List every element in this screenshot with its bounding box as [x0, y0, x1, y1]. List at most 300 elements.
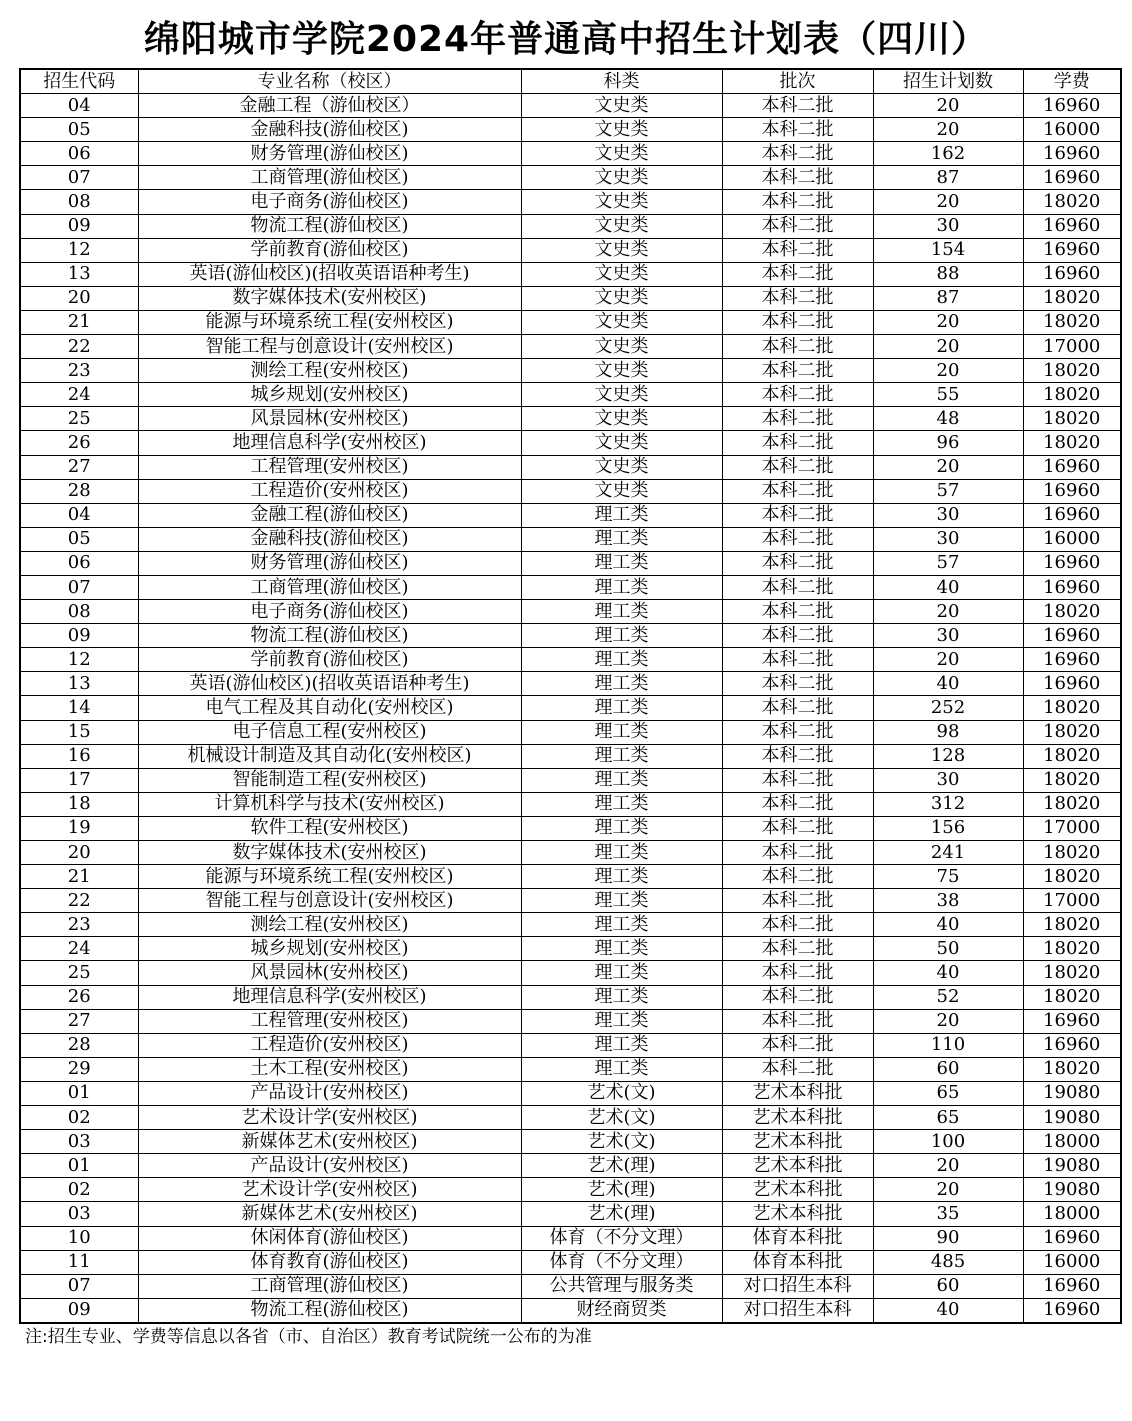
cell-plan-count: 75	[873, 865, 1023, 889]
cell-category: 理工类	[521, 792, 722, 816]
cell-major: 物流工程(游仙校区)	[138, 624, 521, 648]
cell-major: 英语(游仙校区)(招收英语语种考生)	[138, 262, 521, 286]
cell-major: 英语(游仙校区)(招收英语语种考生)	[138, 672, 521, 696]
cell-plan-count: 154	[873, 238, 1023, 262]
cell-tuition: 18020	[1023, 286, 1121, 310]
cell-category: 文史类	[521, 286, 722, 310]
cell-tuition: 18020	[1023, 961, 1121, 985]
table-row	[20, 383, 1121, 407]
cell-tuition: 18000	[1023, 1130, 1121, 1154]
cell-plan-count: 100	[873, 1130, 1023, 1154]
table-row	[20, 1033, 1121, 1057]
cell-batch: 本科二批	[722, 238, 873, 262]
cell-tuition: 18020	[1023, 792, 1121, 816]
cell-batch: 本科二批	[722, 720, 873, 744]
cell-plan-count: 90	[873, 1226, 1023, 1250]
cell-category: 理工类	[521, 551, 722, 575]
cell-category: 理工类	[521, 696, 722, 720]
cell-code: 09	[20, 624, 138, 648]
table-row	[20, 359, 1121, 383]
cell-tuition: 16960	[1023, 1298, 1121, 1323]
cell-plan-count: 110	[873, 1033, 1023, 1057]
cell-tuition: 18020	[1023, 1057, 1121, 1081]
cell-major: 土木工程(安州校区)	[138, 1057, 521, 1081]
header-major: 专业名称（校区）	[138, 69, 521, 94]
cell-batch: 本科二批	[722, 94, 873, 118]
cell-category: 理工类	[521, 1033, 722, 1057]
cell-code: 13	[20, 262, 138, 286]
cell-batch: 对口招生本科	[722, 1274, 873, 1298]
cell-code: 21	[20, 865, 138, 889]
cell-category: 理工类	[521, 624, 722, 648]
cell-code: 11	[20, 1250, 138, 1274]
table-row	[20, 841, 1121, 865]
table-row	[20, 624, 1121, 648]
table-row	[20, 696, 1121, 720]
cell-category: 文史类	[521, 431, 722, 455]
table-row	[20, 262, 1121, 286]
cell-plan-count: 88	[873, 262, 1023, 286]
cell-major: 艺术设计学(安州校区)	[138, 1106, 521, 1130]
cell-plan-count: 20	[873, 118, 1023, 142]
cell-code: 07	[20, 1274, 138, 1298]
cell-code: 06	[20, 551, 138, 575]
table-row	[20, 1250, 1121, 1274]
cell-major: 智能工程与创意设计(安州校区)	[138, 889, 521, 913]
cell-code: 14	[20, 696, 138, 720]
cell-category: 理工类	[521, 1057, 722, 1081]
cell-batch: 本科二批	[722, 166, 873, 190]
cell-plan-count: 312	[873, 792, 1023, 816]
cell-category: 文史类	[521, 118, 722, 142]
cell-tuition: 18020	[1023, 310, 1121, 334]
cell-batch: 艺术本科批	[722, 1178, 873, 1202]
cell-batch: 本科二批	[722, 985, 873, 1009]
cell-category: 艺术(理)	[521, 1154, 722, 1178]
table-row	[20, 407, 1121, 431]
cell-tuition: 18000	[1023, 1202, 1121, 1226]
cell-tuition: 16960	[1023, 1033, 1121, 1057]
cell-batch: 本科二批	[722, 1009, 873, 1033]
table-header-row	[20, 69, 1121, 94]
table-row	[20, 190, 1121, 214]
table-row	[20, 142, 1121, 166]
cell-plan-count: 50	[873, 937, 1023, 961]
cell-plan-count: 20	[873, 455, 1023, 479]
cell-plan-count: 40	[873, 961, 1023, 985]
table-row	[20, 600, 1121, 624]
cell-category: 理工类	[521, 865, 722, 889]
cell-plan-count: 30	[873, 624, 1023, 648]
cell-category: 艺术(文)	[521, 1081, 722, 1105]
cell-major: 电子商务(游仙校区)	[138, 600, 521, 624]
cell-code: 04	[20, 503, 138, 527]
cell-tuition: 16960	[1023, 238, 1121, 262]
cell-code: 09	[20, 214, 138, 238]
cell-code: 01	[20, 1154, 138, 1178]
cell-code: 12	[20, 238, 138, 262]
cell-category: 文史类	[521, 479, 722, 503]
cell-code: 07	[20, 575, 138, 599]
cell-category: 理工类	[521, 961, 722, 985]
cell-batch: 本科二批	[722, 672, 873, 696]
table-row	[20, 889, 1121, 913]
header-batch: 批次	[722, 69, 873, 94]
cell-batch: 本科二批	[722, 118, 873, 142]
cell-major: 地理信息科学(安州校区)	[138, 985, 521, 1009]
cell-batch: 本科二批	[722, 792, 873, 816]
cell-plan-count: 65	[873, 1081, 1023, 1105]
cell-code: 05	[20, 527, 138, 551]
table-row	[20, 310, 1121, 334]
cell-plan-count: 96	[873, 431, 1023, 455]
table-row	[20, 768, 1121, 792]
cell-tuition: 19080	[1023, 1178, 1121, 1202]
cell-tuition: 18020	[1023, 937, 1121, 961]
cell-major: 学前教育(游仙校区)	[138, 648, 521, 672]
cell-code: 20	[20, 841, 138, 865]
cell-tuition: 16960	[1023, 479, 1121, 503]
cell-batch: 本科二批	[722, 937, 873, 961]
cell-batch: 本科二批	[722, 600, 873, 624]
cell-category: 理工类	[521, 672, 722, 696]
footnote: 注:招生专业、学费等信息以各省（市、自治区）教育考试院统一公布的为准	[25, 1327, 592, 1347]
cell-batch: 本科二批	[722, 214, 873, 238]
cell-code: 20	[20, 286, 138, 310]
cell-batch: 对口招生本科	[722, 1298, 873, 1323]
cell-tuition: 16000	[1023, 527, 1121, 551]
table-row	[20, 551, 1121, 575]
cell-category: 理工类	[521, 600, 722, 624]
cell-plan-count: 60	[873, 1274, 1023, 1298]
cell-category: 文史类	[521, 383, 722, 407]
table-row	[20, 335, 1121, 359]
cell-code: 26	[20, 431, 138, 455]
cell-category: 文史类	[521, 335, 722, 359]
table-row	[20, 1130, 1121, 1154]
table-row	[20, 1154, 1121, 1178]
cell-plan-count: 40	[873, 575, 1023, 599]
enrollment-plan-table	[19, 68, 1122, 1324]
cell-code: 28	[20, 479, 138, 503]
cell-major: 软件工程(安州校区)	[138, 816, 521, 840]
cell-major: 机械设计制造及其自动化(安州校区)	[138, 744, 521, 768]
cell-category: 文史类	[521, 359, 722, 383]
cell-batch: 本科二批	[722, 816, 873, 840]
cell-tuition: 16000	[1023, 118, 1121, 142]
cell-major: 电气工程及其自动化(安州校区)	[138, 696, 521, 720]
table-row	[20, 961, 1121, 985]
table-row	[20, 792, 1121, 816]
cell-plan-count: 20	[873, 1154, 1023, 1178]
cell-plan-count: 162	[873, 142, 1023, 166]
cell-plan-count: 20	[873, 94, 1023, 118]
cell-batch: 体育本科批	[722, 1250, 873, 1274]
cell-batch: 本科二批	[722, 142, 873, 166]
cell-tuition: 18020	[1023, 720, 1121, 744]
cell-code: 06	[20, 142, 138, 166]
cell-major: 产品设计(安州校区)	[138, 1081, 521, 1105]
cell-category: 文史类	[521, 214, 722, 238]
table-row	[20, 286, 1121, 310]
cell-major: 工商管理(游仙校区)	[138, 166, 521, 190]
cell-major: 城乡规划(安州校区)	[138, 937, 521, 961]
cell-batch: 本科二批	[722, 841, 873, 865]
table-row	[20, 214, 1121, 238]
cell-major: 工商管理(游仙校区)	[138, 575, 521, 599]
cell-major: 智能制造工程(安州校区)	[138, 768, 521, 792]
cell-major: 体育教育(游仙校区)	[138, 1250, 521, 1274]
cell-category: 体育（不分文理）	[521, 1250, 722, 1274]
cell-code: 12	[20, 648, 138, 672]
table-row	[20, 1081, 1121, 1105]
table-row	[20, 744, 1121, 768]
cell-category: 文史类	[521, 310, 722, 334]
cell-major: 新媒体艺术(安州校区)	[138, 1130, 521, 1154]
cell-plan-count: 20	[873, 1009, 1023, 1033]
header-plan-count: 招生计划数	[873, 69, 1023, 94]
cell-batch: 本科二批	[722, 359, 873, 383]
cell-tuition: 16960	[1023, 575, 1121, 599]
table-row	[20, 479, 1121, 503]
cell-batch: 本科二批	[722, 479, 873, 503]
cell-category: 理工类	[521, 648, 722, 672]
cell-major: 工程造价(安州校区)	[138, 479, 521, 503]
cell-category: 文史类	[521, 262, 722, 286]
cell-major: 金融科技(游仙校区)	[138, 118, 521, 142]
cell-tuition: 19080	[1023, 1154, 1121, 1178]
cell-batch: 本科二批	[722, 744, 873, 768]
cell-plan-count: 52	[873, 985, 1023, 1009]
cell-tuition: 16960	[1023, 142, 1121, 166]
table-row	[20, 1226, 1121, 1250]
cell-plan-count: 156	[873, 816, 1023, 840]
cell-major: 金融科技(游仙校区)	[138, 527, 521, 551]
cell-tuition: 18020	[1023, 383, 1121, 407]
cell-plan-count: 38	[873, 889, 1023, 913]
table-row	[20, 816, 1121, 840]
cell-tuition: 18020	[1023, 768, 1121, 792]
cell-major: 智能工程与创意设计(安州校区)	[138, 335, 521, 359]
table-row	[20, 913, 1121, 937]
cell-tuition: 16960	[1023, 1226, 1121, 1250]
cell-plan-count: 87	[873, 166, 1023, 190]
cell-plan-count: 20	[873, 190, 1023, 214]
cell-code: 02	[20, 1106, 138, 1130]
cell-code: 22	[20, 889, 138, 913]
cell-batch: 本科二批	[722, 262, 873, 286]
cell-code: 09	[20, 1298, 138, 1323]
cell-batch: 本科二批	[722, 383, 873, 407]
cell-major: 地理信息科学(安州校区)	[138, 431, 521, 455]
cell-major: 工商管理(游仙校区)	[138, 1274, 521, 1298]
cell-tuition: 18020	[1023, 696, 1121, 720]
cell-major: 产品设计(安州校区)	[138, 1154, 521, 1178]
cell-tuition: 16960	[1023, 624, 1121, 648]
cell-code: 17	[20, 768, 138, 792]
cell-plan-count: 65	[873, 1106, 1023, 1130]
cell-code: 19	[20, 816, 138, 840]
cell-code: 22	[20, 335, 138, 359]
cell-tuition: 18020	[1023, 913, 1121, 937]
table-row	[20, 575, 1121, 599]
cell-code: 03	[20, 1202, 138, 1226]
table-row	[20, 937, 1121, 961]
cell-major: 风景园林(安州校区)	[138, 407, 521, 431]
cell-major: 数字媒体技术(安州校区)	[138, 286, 521, 310]
cell-plan-count: 57	[873, 479, 1023, 503]
cell-code: 15	[20, 720, 138, 744]
cell-code: 02	[20, 1178, 138, 1202]
cell-code: 27	[20, 455, 138, 479]
cell-code: 26	[20, 985, 138, 1009]
cell-category: 文史类	[521, 407, 722, 431]
cell-batch: 本科二批	[722, 889, 873, 913]
cell-category: 理工类	[521, 1009, 722, 1033]
cell-plan-count: 20	[873, 1178, 1023, 1202]
cell-batch: 艺术本科批	[722, 1130, 873, 1154]
cell-plan-count: 40	[873, 913, 1023, 937]
cell-category: 艺术(文)	[521, 1106, 722, 1130]
cell-category: 艺术(文)	[521, 1130, 722, 1154]
cell-major: 艺术设计学(安州校区)	[138, 1178, 521, 1202]
cell-plan-count: 40	[873, 672, 1023, 696]
page-title: 绵阳城市学院2024年普通高中招生计划表（四川）	[143, 19, 989, 60]
cell-tuition: 17000	[1023, 889, 1121, 913]
cell-category: 理工类	[521, 889, 722, 913]
cell-code: 24	[20, 937, 138, 961]
table-row	[20, 1057, 1121, 1081]
table-row	[20, 1009, 1121, 1033]
cell-category: 理工类	[521, 841, 722, 865]
cell-code: 07	[20, 166, 138, 190]
header-tuition: 学费	[1023, 69, 1121, 94]
cell-code: 25	[20, 961, 138, 985]
cell-major: 数字媒体技术(安州校区)	[138, 841, 521, 865]
cell-tuition: 16000	[1023, 1250, 1121, 1274]
table-row	[20, 1106, 1121, 1130]
cell-batch: 本科二批	[722, 768, 873, 792]
cell-major: 财务管理(游仙校区)	[138, 551, 521, 575]
table-row	[20, 1274, 1121, 1298]
cell-batch: 本科二批	[722, 696, 873, 720]
cell-plan-count: 20	[873, 600, 1023, 624]
cell-category: 理工类	[521, 527, 722, 551]
cell-category: 艺术(理)	[521, 1178, 722, 1202]
cell-plan-count: 55	[873, 383, 1023, 407]
cell-major: 工程造价(安州校区)	[138, 1033, 521, 1057]
cell-category: 理工类	[521, 575, 722, 599]
cell-plan-count: 20	[873, 310, 1023, 334]
cell-category: 文史类	[521, 142, 722, 166]
cell-plan-count: 30	[873, 768, 1023, 792]
cell-tuition: 18020	[1023, 431, 1121, 455]
cell-batch: 本科二批	[722, 190, 873, 214]
cell-plan-count: 30	[873, 214, 1023, 238]
cell-code: 03	[20, 1130, 138, 1154]
cell-code: 21	[20, 310, 138, 334]
cell-major: 能源与环境系统工程(安州校区)	[138, 865, 521, 889]
cell-code: 16	[20, 744, 138, 768]
table-row	[20, 118, 1121, 142]
cell-category: 理工类	[521, 913, 722, 937]
cell-tuition: 17000	[1023, 335, 1121, 359]
cell-major: 计算机科学与技术(安州校区)	[138, 792, 521, 816]
table-row	[20, 431, 1121, 455]
cell-category: 理工类	[521, 720, 722, 744]
cell-batch: 艺术本科批	[722, 1154, 873, 1178]
cell-plan-count: 30	[873, 527, 1023, 551]
cell-batch: 本科二批	[722, 286, 873, 310]
cell-batch: 本科二批	[722, 961, 873, 985]
cell-plan-count: 30	[873, 503, 1023, 527]
cell-major: 风景园林(安州校区)	[138, 961, 521, 985]
cell-tuition: 16960	[1023, 648, 1121, 672]
cell-batch: 本科二批	[722, 551, 873, 575]
cell-tuition: 17000	[1023, 816, 1121, 840]
cell-plan-count: 87	[873, 286, 1023, 310]
table-row	[20, 985, 1121, 1009]
cell-tuition: 16960	[1023, 1274, 1121, 1298]
table-row	[20, 672, 1121, 696]
cell-major: 金融工程（游仙校区）	[138, 94, 521, 118]
cell-category: 财经商贸类	[521, 1298, 722, 1323]
cell-category: 文史类	[521, 190, 722, 214]
cell-category: 理工类	[521, 985, 722, 1009]
cell-batch: 本科二批	[722, 527, 873, 551]
cell-plan-count: 128	[873, 744, 1023, 768]
cell-major: 工程管理(安州校区)	[138, 455, 521, 479]
cell-batch: 本科二批	[722, 624, 873, 648]
cell-tuition: 18020	[1023, 865, 1121, 889]
cell-tuition: 18020	[1023, 407, 1121, 431]
cell-code: 29	[20, 1057, 138, 1081]
cell-tuition: 19080	[1023, 1081, 1121, 1105]
cell-batch: 本科二批	[722, 310, 873, 334]
cell-plan-count: 241	[873, 841, 1023, 865]
table-row	[20, 503, 1121, 527]
cell-tuition: 16960	[1023, 94, 1121, 118]
cell-plan-count: 98	[873, 720, 1023, 744]
cell-code: 08	[20, 190, 138, 214]
cell-batch: 本科二批	[722, 1033, 873, 1057]
cell-tuition: 16960	[1023, 672, 1121, 696]
cell-plan-count: 48	[873, 407, 1023, 431]
cell-category: 理工类	[521, 768, 722, 792]
cell-category: 理工类	[521, 503, 722, 527]
cell-code: 04	[20, 94, 138, 118]
cell-tuition: 16960	[1023, 1009, 1121, 1033]
cell-category: 公共管理与服务类	[521, 1274, 722, 1298]
cell-tuition: 18020	[1023, 359, 1121, 383]
cell-major: 城乡规划(安州校区)	[138, 383, 521, 407]
cell-category: 文史类	[521, 455, 722, 479]
cell-batch: 本科二批	[722, 575, 873, 599]
cell-major: 物流工程(游仙校区)	[138, 1298, 521, 1323]
cell-batch: 本科二批	[722, 431, 873, 455]
cell-code: 23	[20, 913, 138, 937]
cell-code: 28	[20, 1033, 138, 1057]
cell-plan-count: 485	[873, 1250, 1023, 1274]
cell-category: 文史类	[521, 94, 722, 118]
table-row	[20, 1178, 1121, 1202]
cell-tuition: 16960	[1023, 214, 1121, 238]
cell-batch: 艺术本科批	[722, 1106, 873, 1130]
cell-code: 23	[20, 359, 138, 383]
header-category: 科类	[521, 69, 722, 94]
cell-code: 01	[20, 1081, 138, 1105]
cell-plan-count: 35	[873, 1202, 1023, 1226]
